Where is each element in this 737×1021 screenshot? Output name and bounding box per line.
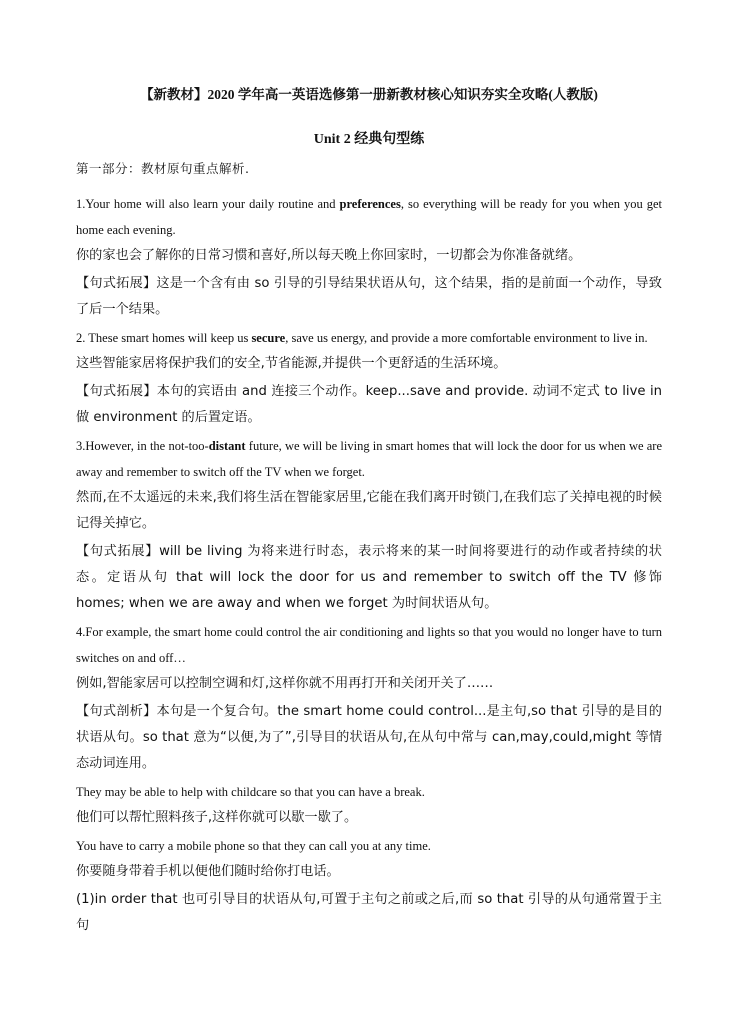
chinese-translation: 例如,智能家居可以控制空调和灯,这样你就不用再打开和关闭开关了…… [76,676,494,691]
grammar-note [76,379,662,431]
english-sentence [76,433,662,485]
chinese-translation: 你的家也会了解你的日常习惯和喜好,所以每天晚上你回家时，一切都会为你准备就绪。 [76,248,582,263]
english-sentence [76,325,662,351]
unit-title: Unit 2 经典句型练 [313,132,425,147]
english-sentence [76,191,662,243]
sentence-text: 3.However, in the not-too- [76,439,209,453]
sentence-text: , so everything will be ready for you when you get home each evening. [76,197,662,237]
grammar-note [76,699,662,777]
key-word: secure [251,331,286,345]
example-chinese: 你要随身带着手机以便他们随时给你打电话。 [76,864,340,879]
sentence-item-3 [76,433,662,617]
example-english: You have to carry a mobile phone so that they can call you at any time. [76,839,431,853]
example-chinese: 他们可以帮忙照料孩子,这样你就可以歇一歇了。 [76,810,358,825]
sentence-text: 4.For example, the smart home could control the air conditioning and lights so that you would no longer have to turn switches on and off… [76,625,662,665]
example-1 [76,779,662,831]
note-tag: 【句式拓展】 [76,384,157,399]
note-text: 这是一个含有由 so 引导的引导结果状语从句，这个结果，指的是前面一个动作，导致了后一个结果。 [76,276,662,317]
sentence-text: future, we will be living in smart homes that will lock the door for us when we are away and remember to switch off the TV when we forget. [76,439,663,479]
chinese-translation: 这些智能家居将保护我们的安全,节省能源,并提供一个更舒适的生活环境。 [76,356,507,371]
example-english: They may be able to help with childcare so that you can have a break. [76,785,425,799]
chinese-translation: 然而,在不太遥远的未来,我们将生活在智能家居里,它能在我们离开时锁门,在我们忘了关掉电视的时候记得关掉它。 [76,490,662,531]
note-text: 本句是一个复合句。the smart home could control...是主句,so that 引导的是目的状语从句。so that 意为“以便,为了”,引导目的状语从句,在从句中常与 can,may,could,might 等情态动词连用。 [76,704,662,771]
part-heading: 第一部分：教材原句重点解析. [76,161,250,176]
sentence-text: , save us energy, and provide a more comfortable environment to live in. [285,331,648,345]
sentence-text: 2. These smart homes will keep us [76,331,252,345]
note-text: 本句的宾语由 and 连接三个动作。keep...save and provide. 动词不定式 to live in 做 environment 的后置定语。 [76,384,662,425]
english-sentence [76,619,662,671]
usage-note: (1)in order that 也可引导目的状语从句,可置于主句之前或之后,而 so that 引导的从句通常置于主句 [76,892,662,933]
grammar-note [76,271,662,323]
document-content [76,82,662,939]
note-tag: 【句式拓展】 [76,276,157,291]
document-title: 【新教材】2020 学年高一英语选修第一册新教材核心知识夯实全攻略(人教版) [140,87,598,102]
key-word: preferences [339,197,401,211]
sentence-text: 1.Your home will also learn your daily routine and [76,197,340,211]
example-2 [76,833,662,885]
sentence-item-1 [76,191,662,323]
note-tag: 【句式拓展】 [76,544,160,559]
sentence-item-4 [76,619,662,777]
sentence-item-2 [76,325,662,431]
note-tag: 【句式剖析】 [76,704,157,719]
grammar-note [76,539,662,617]
key-word: distant [208,439,246,453]
note-text: will be living 为将来进行时态，表示将来的某一时间将要进行的动作或者持续的状态。定语从句 that will lock the door for us and remember to switch off the TV 修饰 homes; when we are away and when we forget 为时间状语从句。 [76,544,662,611]
